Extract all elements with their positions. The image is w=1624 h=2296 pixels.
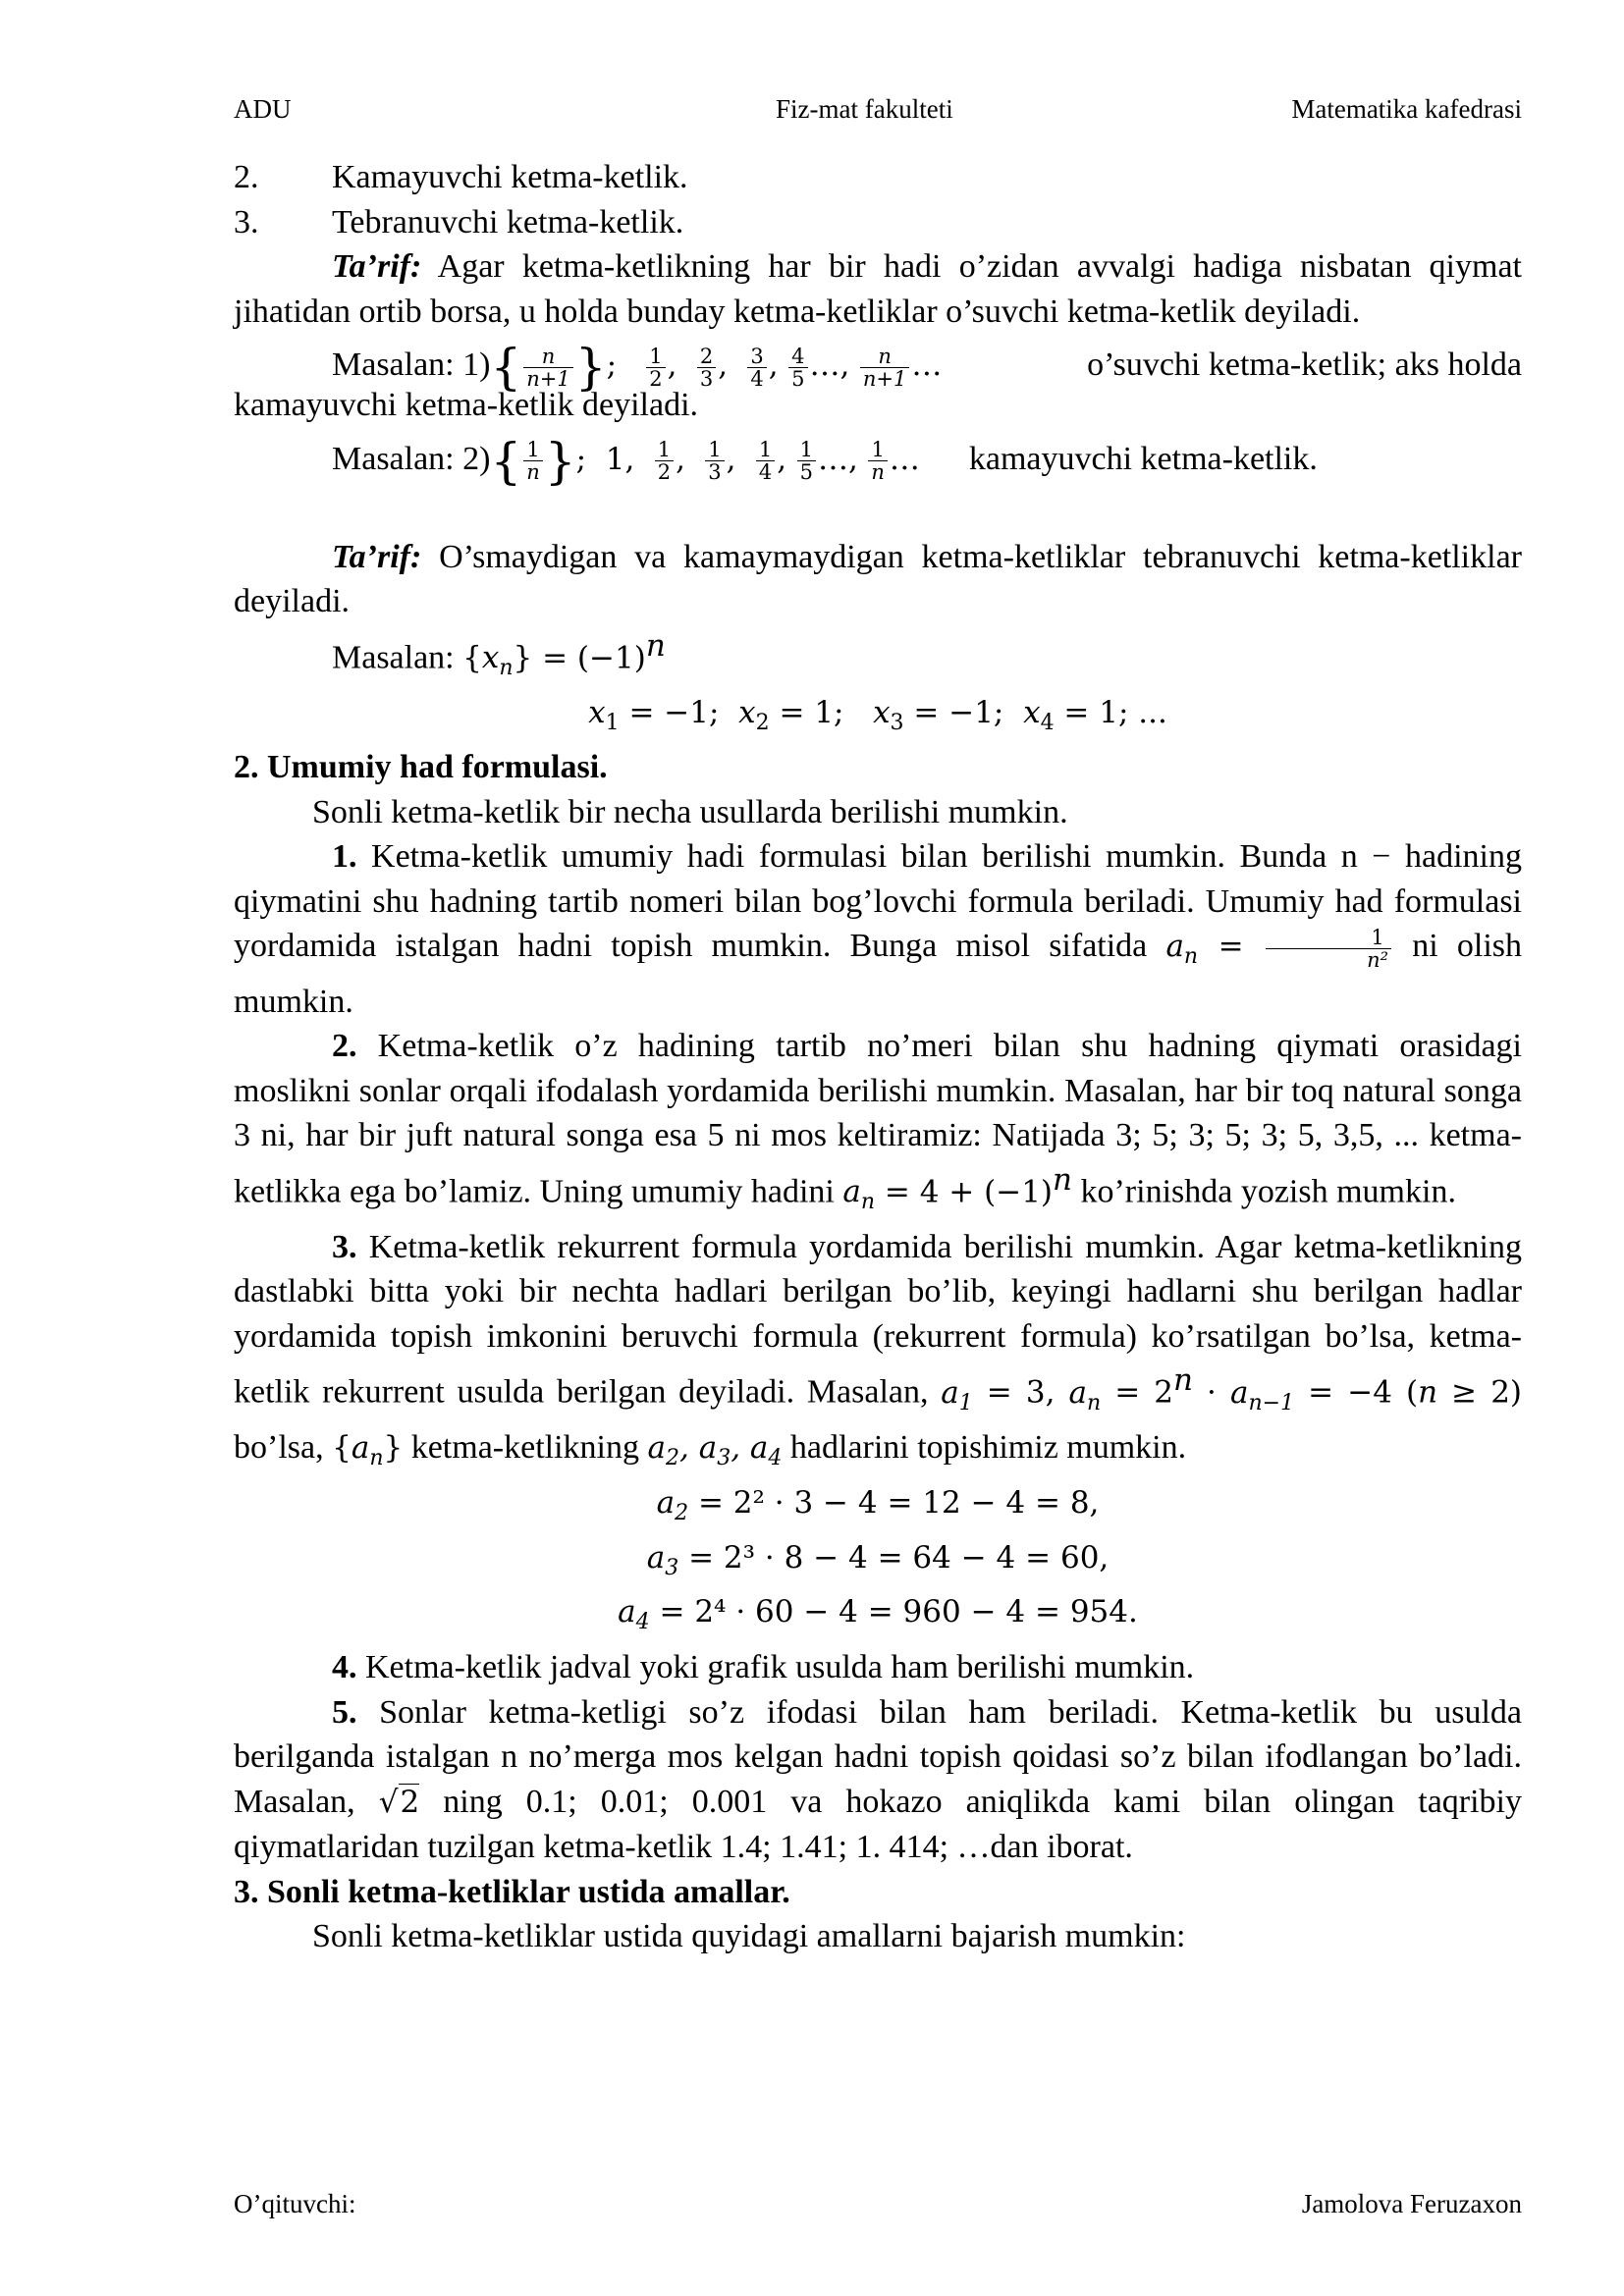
method-tail: ko’rinishda yozish mumkin. [1071,1173,1456,1210]
method-5-paragraph [234,1690,1522,1870]
document-body [234,155,1522,1959]
list-item [234,200,1522,245]
definition-paragraph [234,244,1522,334]
method-mid: bo’lsa, [234,1429,324,1467]
definition-paragraph [234,535,1522,624]
section-intro: Sonli ketma-ketlik bir necha usullarda berilishi mumkin. [312,793,1068,830]
example-2-formula: { $\frac{1}{n}$ }; 1, $\frac{1}{2}$ , $\frac{1}{3}$ , $\frac{1}{4}$ , $\frac{1}{5}$ …, $\frac{1}{n}$ … [490,432,920,490]
method-number: 1. [332,838,357,876]
definition-label: Ta’rif: [332,248,422,285]
sqrt-two: √2 [378,1784,420,1820]
equation-a4: $a_4 = 2^4 \cdot 60 - 4 = 960 - 4 = 954$. [618,1594,1138,1635]
header-left: ADU [234,94,292,124]
method-2-paragraph: 2. Ketma-ketlik o’z hadining tartib no’meri bilan shu hadning qiymati orasidagi moslikni sonlar orqali ifodalash yordamida berilishi mumkin. Masalan, har bir toq natural songa 3 ni, har bir juft natural songa esa 5 ni mos keltiramiz: Natijada 3; 5; 3; 5; 3; 5, 3,5, ... ketma-ketlikka ega bo’lamiz. Uning umumiy hadini $a_n = 4 + (-1)^n$ ko’rinishda yozish mumkin. [234,1028,1522,1215]
definition-text: O’smaydigan va kamaymaydigan ketma-ketliklar tebranuvchi ketma-ketliklar deyiladi. [234,538,1522,619]
footer-left: O’qituvchi: [234,2189,356,2218]
method-mid2: ketma-ketlikning [403,1429,639,1467]
example-1-prefix: Masalan: 1) [332,347,491,383]
section-intro: Sonli ketma-ketliklar ustida quyidagi amallarni bajarish mumkin: [312,1918,1186,1955]
example-1-formula: { $\frac{n}{n+1}$ }; $\frac{1}{2}$ , $\frac{2}{3}$ , $\frac{3}{4}$ , $\frac{4}{5}$ …, $\frac{n}{n+1}$ … [490,339,943,397]
example-2-tail: kamayuvchi ketma-ketlik. [968,440,1318,477]
section-heading: 3. Sonli ketma-ketliklar ustida amallar. [234,1873,790,1910]
definition-text: Agar ketma-ketlikning har bir hadi o’zidan avvalgi hadiga nisbatan qiymat jihatidan ortib borsa, u holda bunday ketma-ketliklar o’suvchi ketma-ketlik deyiladi. [234,248,1522,330]
method-4-paragraph [234,1645,1522,1690]
example-2-line [234,428,1522,491]
footer-right: Jamolova Feruzaxon [1301,2189,1522,2218]
example-3-line: Masalan: $\{x_n\} = (-1)^n$ [332,627,666,681]
example-1-continuation: kamayuvchi ketma-ketlik deyiladi. [234,387,699,423]
list-text: Tebranuvchi ketma-ketlik. [332,203,684,240]
method-number: 4. [332,1649,357,1686]
method-number: 5. [332,1693,357,1731]
method-3-paragraph: 3. Ketma-ketlik rekurrent formula yordamida berilishi mumkin. Agar ketma-ketlikning dastlabki bitta yoki bir nechta hadlari berilgan bo’lib, keyingi hadlarni shu berilgan hadlar yordamida topish imkonini beruvchi formula (rekurrent formula) ko’rsatilgan bo’lsa, ketma-ketlik rekurrent usulda berilgan deyiladi. Masalan, $a_1 = 3$, $a_n = 2^n \cdot a_{n-1} = -4$ (n ≥ 2) bo’lsa, $\{a_n\}$ ketma-ketlikning $a_2$, $a_3$, $a_4$ hadlarini topishimiz mumkin. [234,1228,1523,1471]
method-number: 3. [332,1228,357,1265]
example-3-prefix: Masalan: [332,638,463,675]
header-center: Fiz-mat fakulteti [776,94,953,124]
method-number: 2. [332,1028,357,1065]
method-1-paragraph: 1. Ketma-ketlik umumiy hadi formulasi bilan berilishi mumkin. Bunda n − hadining qiymatini shu hadning tartib nomeri bilan bog’lovchi formula beriladi. Umumiy had formulasi yordamida istalgan hadni topish mumkin. Bunga misol sifatida $a_n$ = $\frac{1}{\text{n²}}$ ni olish mumkin. [234,838,1522,1020]
header-right: Matematika kafedrasi [1291,94,1522,124]
method-text: Ketma-ketlik umumiy hadi formulasi bilan berilishi mumkin. Bunda n − hadining qiymatini shu hadning tartib nomeri bilan bog’lovchi formula beriladi. Umumiy had formulasi yordamida istalgan hadni topish mumkin. Bunga misol sifatida [234,838,1522,965]
list-number: 2. [234,159,259,195]
list-text: Kamayuvchi ketma-ketlik. [332,159,688,195]
example-3-values: $x_1 = -1$; $x_2 = 1$; $x_3 = -1$; $x_4 = 1$; ... [588,694,1167,735]
method-text: Sonlar ketma-ketligi so’z ifodasi bilan ham beriladi. Ketma-ketlik bu usulda berilganda istalgan n no’merga mos kelgan hadni topish qoidasi so’z bilan ifodlangan bo’ladi. Masalan, [234,1693,1522,1820]
method-text: Ketma-ketlik jadval yoki grafik usulda ham berilishi mumkin. [356,1649,1195,1686]
example-2-prefix: Masalan: 2) [332,440,491,477]
equation-a2: $a_2 = 2^2 \cdot 3 - 4 = 12 - 4 = 8$, [656,1485,1100,1526]
section-heading: 2. Umumiy had formulasi. [234,749,608,786]
list-number: 3. [234,203,259,240]
example-1-tail: o’suvchi ketma-ketlik; aks holda [1087,347,1522,383]
list-item [234,155,1522,200]
equation-a3: $a_3 = 2^3 \cdot 8 - 4 = 64 - 4 = 60$, [646,1539,1110,1580]
method-text: Ketma-ketlik o’z hadining tartib no’meri bilan shu hadning qiymati orasidagi moslikni sonlar orqali ifodalash yordamida berilishi mumkin. Masalan, har bir toq natural songa 3 ni, har bir juft natural songa esa 5 ni mos keltiramiz: Natijada 3; 5; 3; 5; 3; 5, 3,5, ... ketma-ketlikka ega bo’lamiz. Uning umumiy hadini [234,1028,1522,1210]
method-tail: ning 0.1; 0.01; 0.001 va hokazo aniqlikda kami bilan olingan taqribiy qiymatlaridan tuzilgan ketma-ketlik 1.4; 1.41; 1. 414; …dan iborat. [234,1783,1522,1866]
method-text: Ketma-ketlik rekurrent formula yordamida berilishi mumkin. Agar ketma-ketlikning dastlabki bitta yoki bir nechta hadlari berilgan bo’lib, keyingi hadlarni shu berilgan hadlar yordamida topish imkonini beruvchi formula (rekurrent formula) ko’rsatilgan bo’lsa, ketma-ketlik rekurrent usulda berilgan deyiladi. Masalan, [234,1228,1522,1411]
method-tail: ni olish mumkin. [234,928,1522,1020]
method-tail: hadlarini topishimiz mumkin. [782,1429,1187,1467]
definition-label: Ta’rif: [332,538,422,575]
